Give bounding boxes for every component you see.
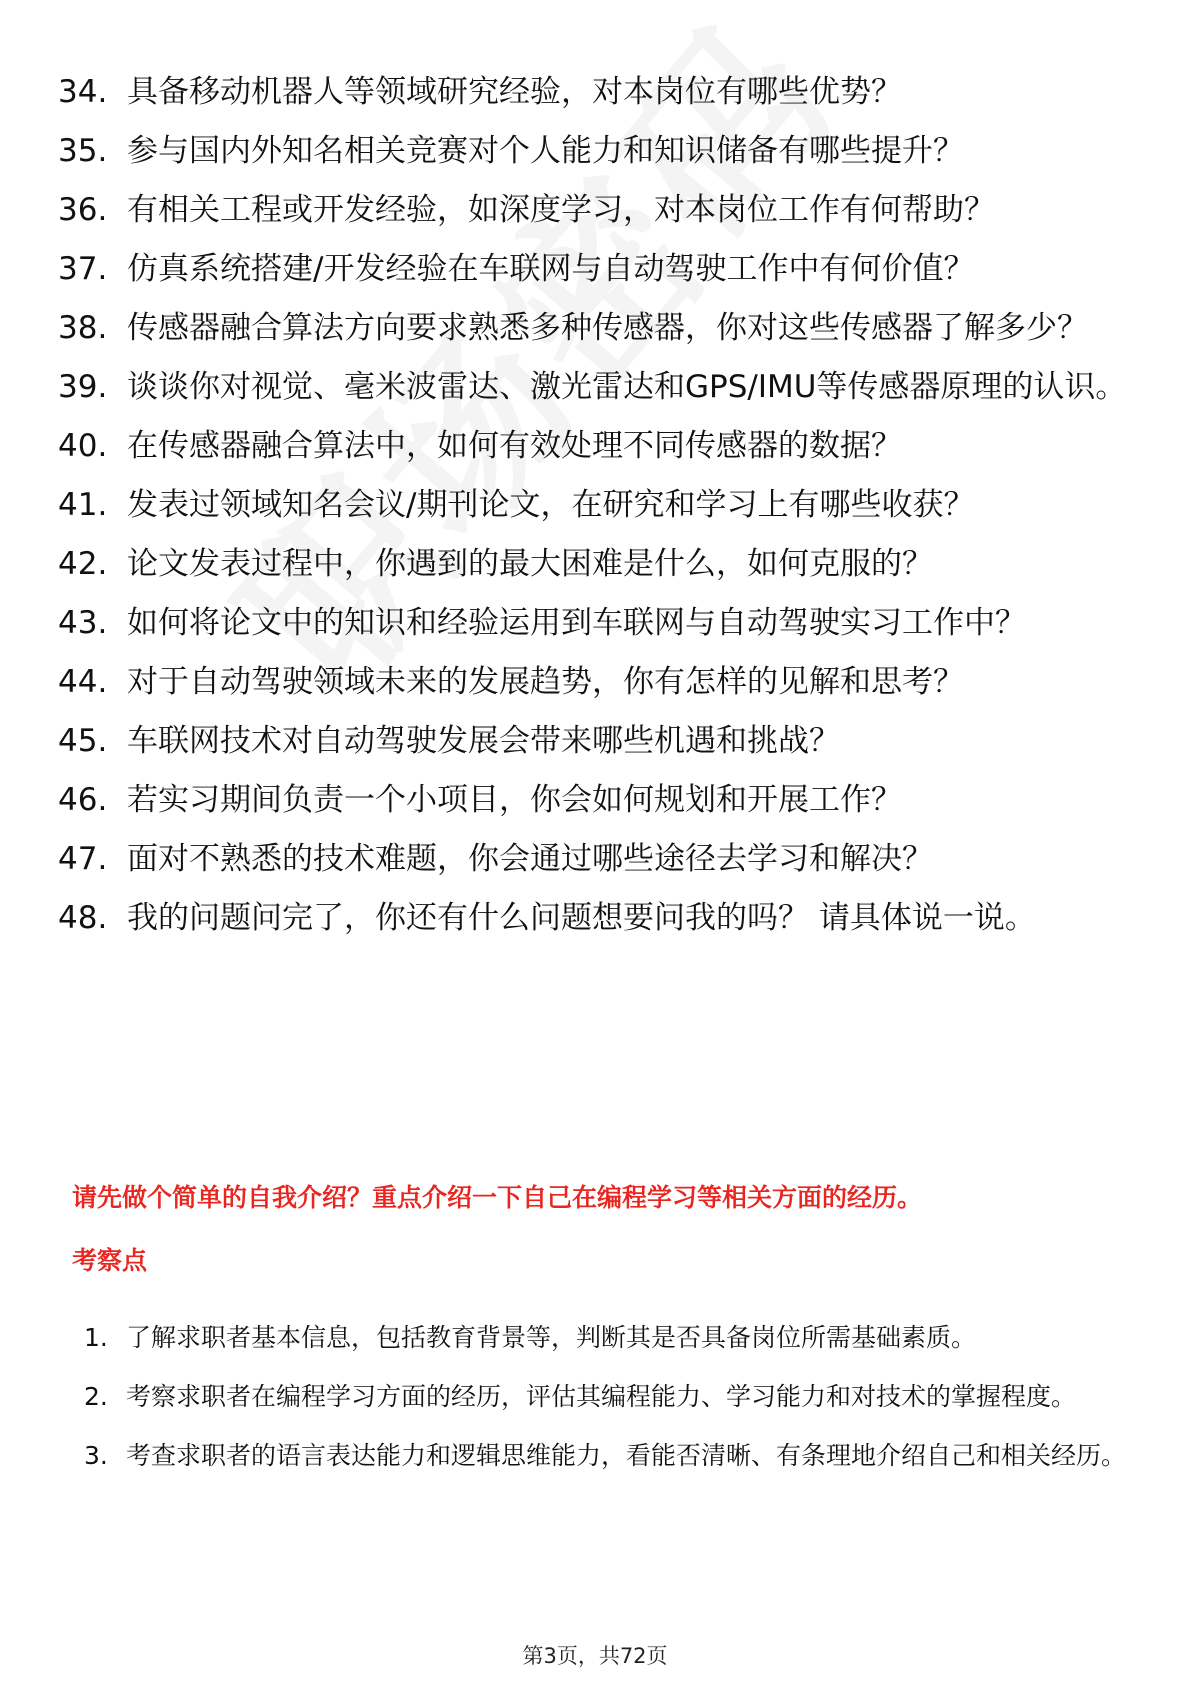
question-item: [58, 898, 1138, 939]
question-number: 46.: [58, 782, 108, 818]
question-text: 谈谈你对视觉、毫米波雷达、激光雷达和GPS/IMU等传感器原理的认识。: [127, 369, 1127, 405]
question-item: [58, 190, 1138, 231]
question-text: 传感器融合算法方向要求熟悉多种传感器，你对这些传感器了解多少？: [127, 310, 1088, 346]
question-number: 39.: [58, 369, 108, 405]
point-text: 了解求职者基本信息，包括教育背景等，判断其是否具备岗位所需基础素质。: [126, 1323, 977, 1352]
question-text: 仿真系统搭建/开发经验在车联网与自动驾驶工作中有何价值？: [127, 251, 975, 287]
question-number: 41.: [58, 487, 108, 523]
question-number: 47.: [58, 841, 108, 877]
question-text: 对于自动驾驶领域未来的发展趋势，你有怎样的见解和思考？: [127, 664, 964, 700]
question-text: 车联网技术对自动驾驶发展会带来哪些机遇和挑战？: [127, 723, 840, 759]
section-heading: 请先做个简单的自我介绍？重点介绍一下自己在编程学习等相关方面的经历。: [72, 1183, 923, 1212]
list-item: [84, 1367, 1134, 1426]
question-number: 44.: [58, 664, 108, 700]
question-number: 34.: [58, 74, 108, 110]
question-text: 论文发表过程中，你遇到的最大困难是什么，如何克服的？: [127, 546, 933, 582]
question-number: 35.: [58, 133, 108, 169]
question-item: [58, 721, 1138, 762]
question-item: [58, 603, 1138, 644]
question-text: 发表过领域知名会议/期刊论文，在研究和学习上有哪些收获？: [127, 487, 975, 523]
question-text: 在传感器融合算法中，如何有效处理不同传感器的数据？: [127, 428, 902, 464]
question-text: 面对不熟悉的技术难题，你会通过哪些途径去学习和解决？: [127, 841, 933, 877]
assessment-points: [84, 1308, 1134, 1485]
question-number: 48.: [58, 900, 108, 936]
question-text: 若实习期间负责一个小项目，你会如何规划和开展工作？: [127, 782, 902, 818]
question-text: 参与国内外知名相关竞赛对个人能力和知识储备有哪些提升？: [127, 133, 964, 169]
question-item: [58, 662, 1138, 703]
question-item: [58, 485, 1138, 526]
question-item: [58, 780, 1138, 821]
question-number: 38.: [58, 310, 108, 346]
question-number: 45.: [58, 723, 108, 759]
question-item: [58, 308, 1138, 349]
point-number: 1.: [84, 1323, 108, 1352]
question-text: 有相关工程或开发经验，如深度学习，对本岗位工作有何帮助？: [127, 192, 995, 228]
question-text: 具备移动机器人等领域研究经验，对本岗位有哪些优势？: [127, 74, 902, 110]
question-item: [58, 367, 1138, 408]
question-item: [58, 249, 1138, 290]
page-footer: 第3页，共72页: [522, 1644, 668, 1668]
question-item: [58, 839, 1138, 880]
question-text: 我的问题问完了，你还有什么问题想要问我的吗？ 请具体说一说。: [127, 900, 1036, 936]
question-number: 40.: [58, 428, 108, 464]
question-item: [58, 544, 1138, 585]
point-number: 2.: [84, 1382, 108, 1411]
question-number: 43.: [58, 605, 108, 641]
point-text: 考察求职者在编程学习方面的经历，评估其编程能力、学习能力和对技术的掌握程度。: [126, 1382, 1077, 1411]
question-number: 36.: [58, 192, 108, 228]
list-item: [84, 1308, 1134, 1367]
question-list: [58, 72, 1138, 957]
point-number: 3.: [84, 1441, 108, 1470]
question-item: [58, 131, 1138, 172]
question-number: 37.: [58, 251, 108, 287]
question-item: [58, 72, 1138, 113]
list-item: [84, 1426, 1134, 1485]
point-text: 考查求职者的语言表达能力和逻辑思维能力，看能否清晰、有条理地介绍自己和相关经历。: [126, 1441, 1127, 1470]
question-item: [58, 426, 1138, 467]
section-subheading: 考察点: [72, 1246, 148, 1275]
question-text: 如何将论文中的知识和经验运用到车联网与自动驾驶实习工作中？: [127, 605, 1026, 641]
question-number: 42.: [58, 546, 108, 582]
